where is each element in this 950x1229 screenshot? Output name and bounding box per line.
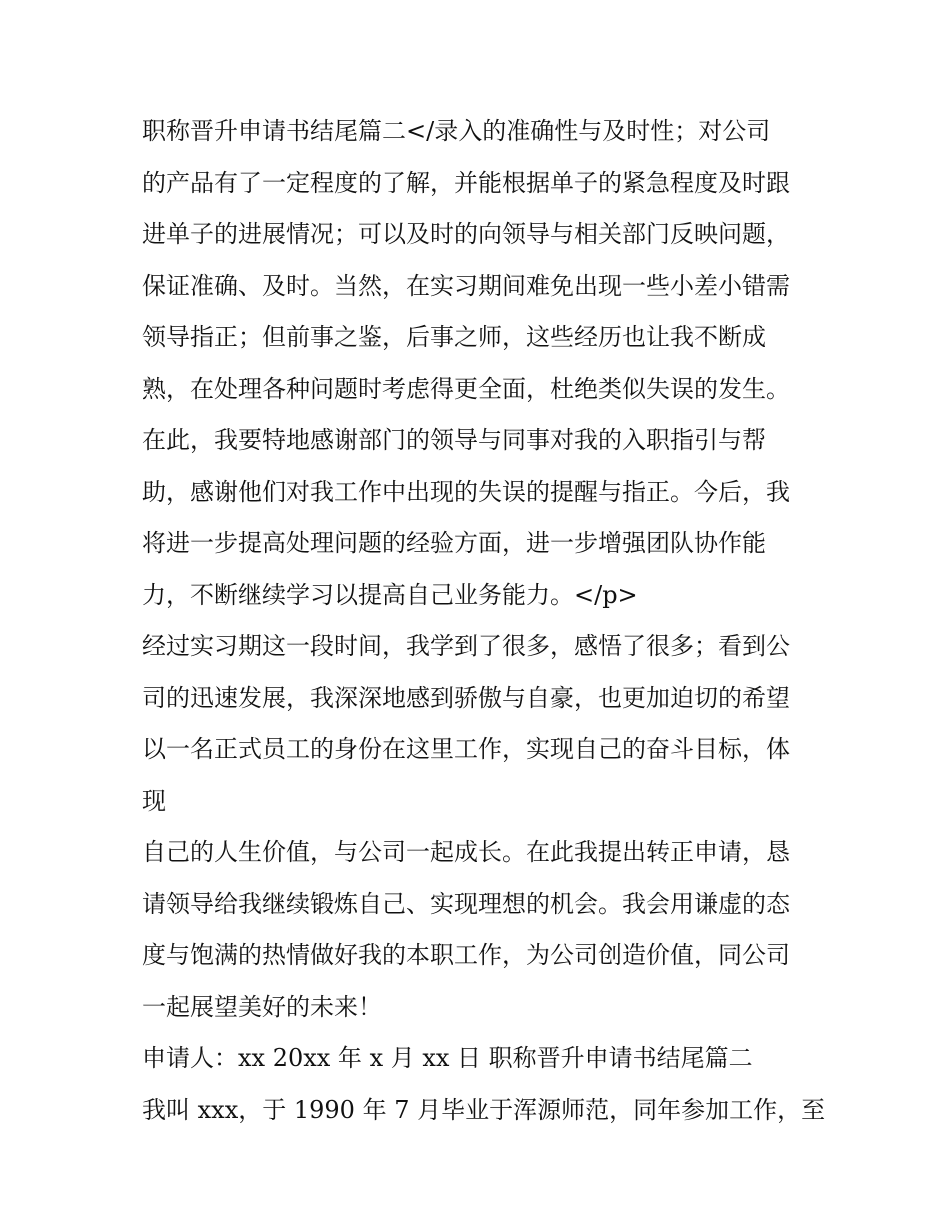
text-line: 一起展望美好的未来！ (142, 992, 382, 1021)
text-line: 司的迅速发展，我深深地感到骄傲与自豪，也更加迫切的希望 (142, 683, 790, 712)
text-line: 领导指正；但前事之鉴，后事之师，这些经历也让我不断成 (142, 323, 766, 351)
text-line: 助，感谢他们对我工作中出现的失误的提醒与指正。今后，我 (142, 477, 790, 506)
text-line: 度与饱满的热情做好我的本职工作，为公司创造价值，同公司 (142, 941, 790, 969)
text-line: 申请人：xx 20xx 年 x 月 xx 日 职称晋升申请书结尾篇二 (142, 1044, 753, 1072)
text-line: 以一名正式员工的身份在这里工作，实现自己的奋斗目标，体 (142, 735, 790, 763)
text-line: 我叫 xxx，于 1990 年 7 月毕业于浑源师范，同年参加工作，至 (142, 1095, 826, 1124)
text-line: 现 (142, 786, 166, 815)
text-line: 熟，在处理各种问题时考虑得更全面，杜绝类似失误的发生。 (142, 374, 790, 403)
text-line: 自己的人生价值，与公司一起成长。在此我提出转正申请，恳 (142, 838, 790, 866)
text-line: 经过实习期这一段时间，我学到了很多，感悟了很多；看到公 (142, 632, 790, 660)
text-line: 保证准确、及时。当然，在实习期间难免出现一些小差小错需 (142, 271, 790, 300)
text-line: 的产品有了一定程度的了解，并能根据单子的紧急程度及时跟 (142, 168, 790, 197)
text-line: 请领导给我继续锻炼自己、实现理想的机会。我会用谦虚的态 (142, 889, 790, 918)
text-line: 力，不断继续学习以提高自己业务能力。</p> (142, 580, 638, 609)
document-body (142, 106, 826, 1136)
text-line: 将进一步提高处理问题的经验方面，进一步增强团队协作能 (142, 529, 766, 557)
text-line: 进单子的进展情况；可以及时的向领导与相关部门反映问题， (142, 220, 790, 248)
text-line: 职称晋升申请书结尾篇二</录入的准确性与及时性；对公司 (142, 117, 771, 145)
text-line: 在此，我要特地感谢部门的领导与同事对我的入职指引与帮 (142, 426, 766, 454)
